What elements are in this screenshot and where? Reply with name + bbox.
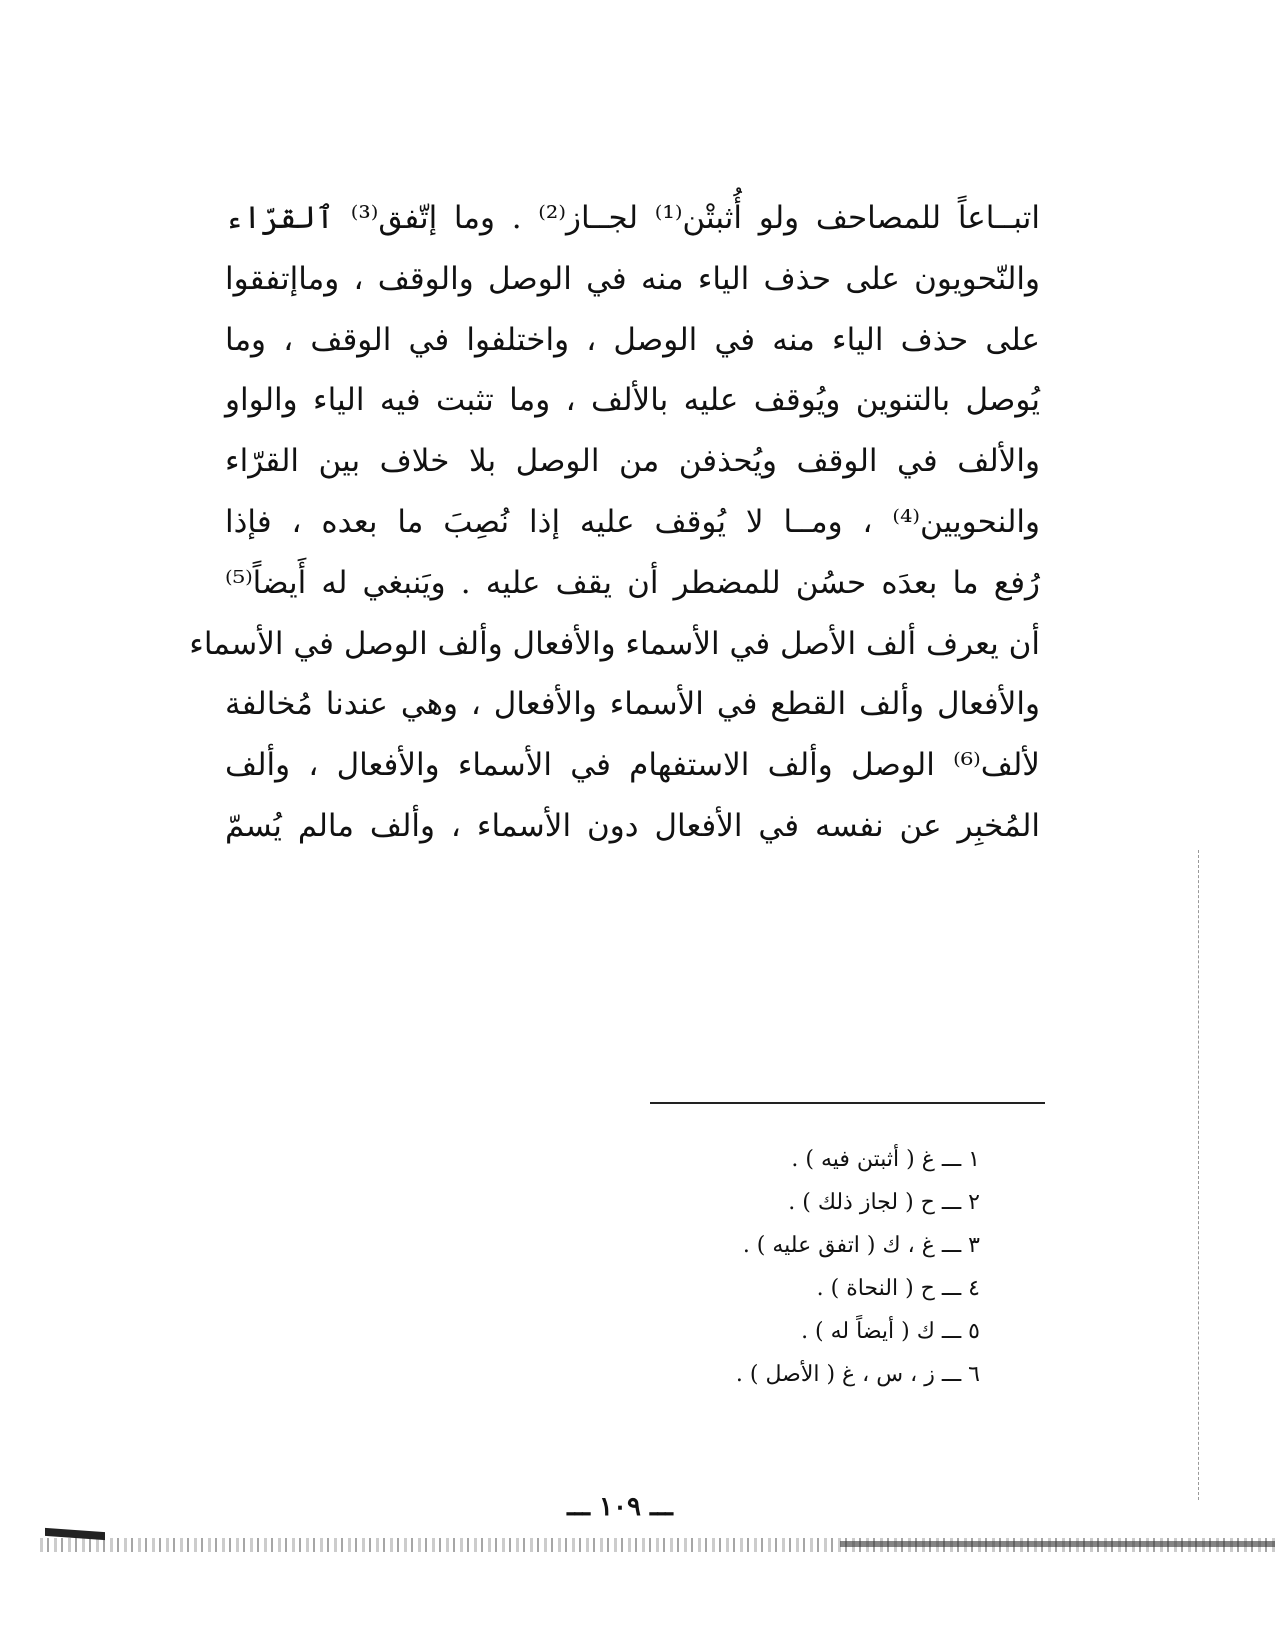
text-line: رُفع ما بعدَه حسُن للمضطر أن يقف عليه . ويَنبغي له أَيضاً⁽⁵⁾ <box>225 564 1040 601</box>
text-line: يُوصل بالتنوين ويُوقف عليه بالألف ، وما تثبت فيه الياء والواو <box>225 382 1040 419</box>
main-text-block <box>189 188 1041 857</box>
footnote: ٦ ـــ ز ، س ، غ ( الأصل ) . <box>735 1362 980 1387</box>
text-line: والأفعال وألف القطع في الأسماء والأفعال ، وهي عندنا مُخالفة <box>225 686 1040 723</box>
text-line: والنحويين⁽⁴⁾ ، ومــا لا يُوقف عليه إذا نُصِبَ ما بعده ، فإذا <box>225 503 1040 540</box>
footnote: ١ ـــ غ ( أثبتن فيه ) . <box>791 1147 980 1172</box>
text-line: والألف في الوقف ويُحذفن من الوصل بلا خلاف بين القرّاء <box>225 443 1040 480</box>
page-number: ـــ ١٠٩ ـــ <box>567 1492 673 1522</box>
footnote: ٢ ـــ ح ( لجاز ذلك ) . <box>788 1190 980 1215</box>
footnote: ٥ ـــ ك ( أيضاً له ) . <box>801 1319 980 1344</box>
scan-edge-shadow <box>840 1541 1275 1547</box>
footnote: ٤ ـــ ح ( النحاة ) . <box>816 1276 980 1301</box>
scan-margin-line <box>1198 850 1199 1500</box>
footnote-separator <box>650 1102 1045 1104</box>
text-line: اتبــاعاً للمصاحف ولو أُثبتْن⁽¹⁾ لجــاز⁽²⁾ . وما إتّفق⁽³⁾ ٱلقرّاء <box>225 200 1041 236</box>
text-line: أن يعرف ألف الأصل في الأسماء والأفعال وألف الوصل في الأسماء <box>189 625 1040 662</box>
text-line: لألف⁽⁶⁾ الوصل وألف الاستفهام في الأسماء والأفعال ، وألف <box>225 747 1040 784</box>
footnotes-list <box>736 1138 980 1396</box>
text-line: والنّحويون على حذف الياء منه في الوصل والوقف ، وماإتفقوا <box>225 260 1040 297</box>
footnote: ٣ ـــ غ ، ك ( اتفق عليه ) . <box>742 1233 980 1258</box>
text-line: على حذف الياء منه في الوصل ، واختلفوا في الوقف ، وما <box>225 321 1040 358</box>
text-line: المُخبِر عن نفسه في الأفعال دون الأسماء ، وألف مالم يُسمّ <box>225 807 1040 844</box>
